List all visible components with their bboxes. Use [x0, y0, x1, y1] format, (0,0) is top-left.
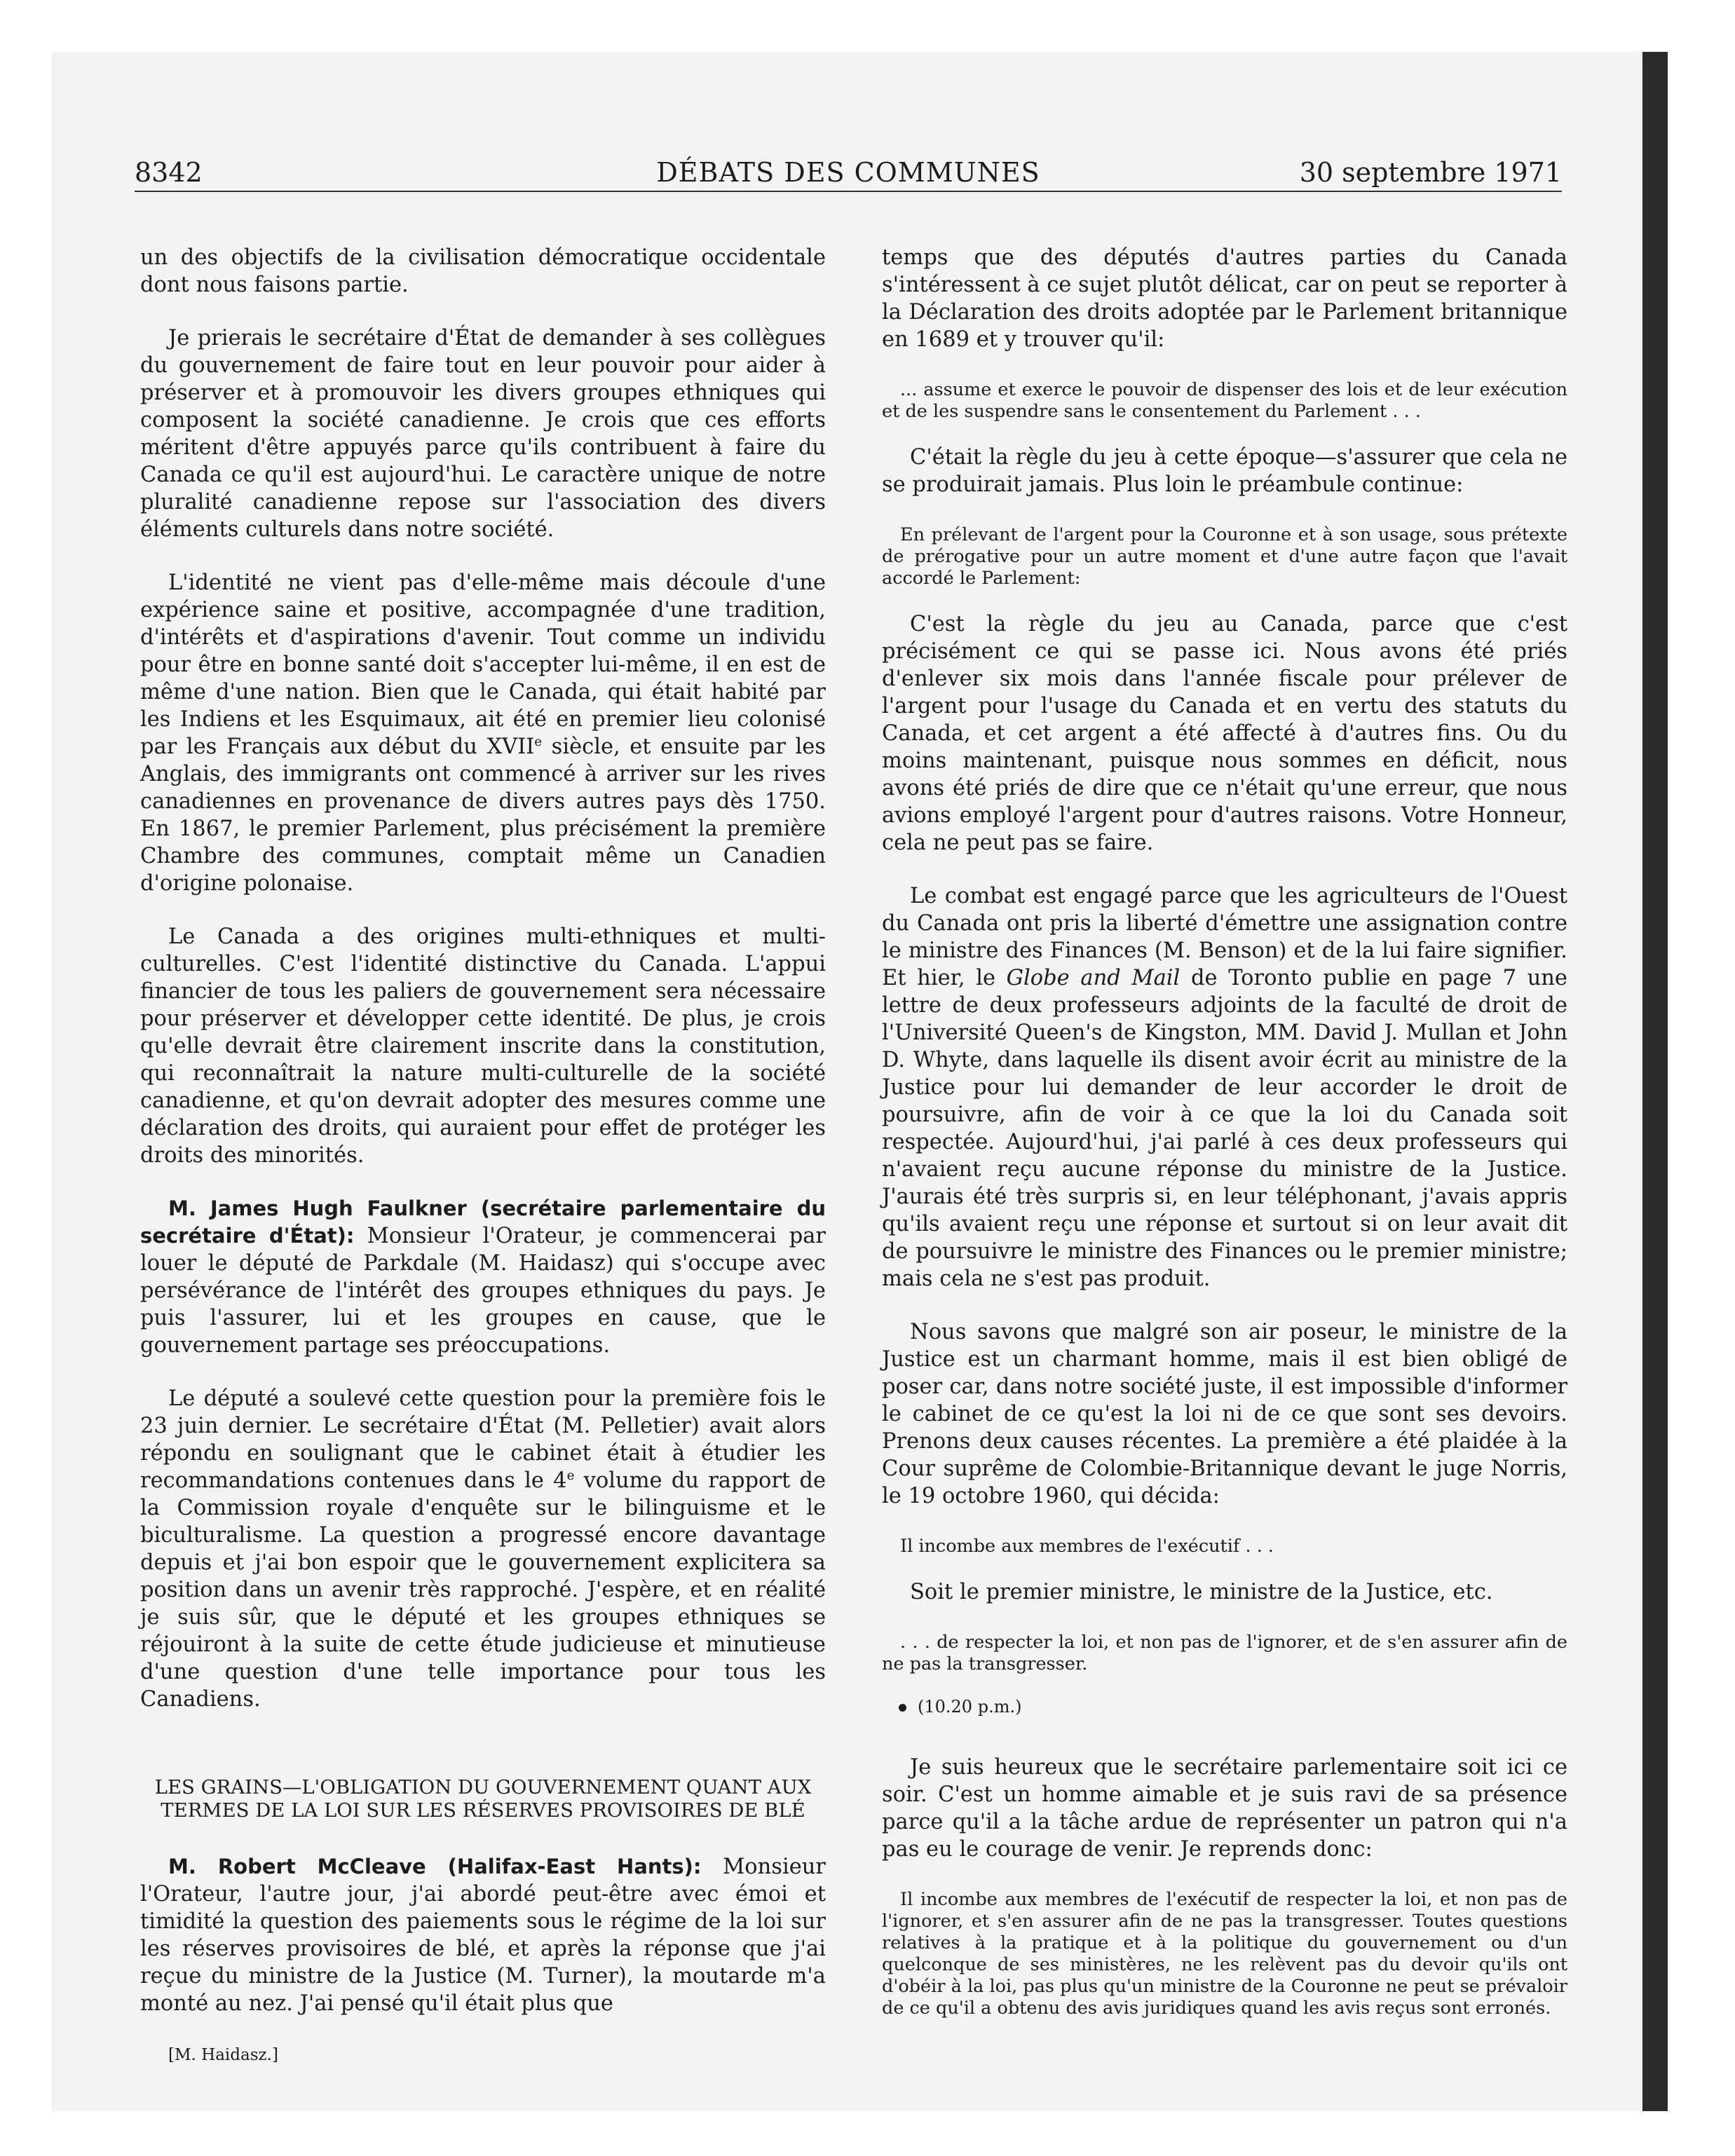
paragraph: C'est la règle du jeu au Canada, parce que c'est précisément ce qui se passe ici. Nous avons été priés d'enlever six mois dans l'année fiscale pour prélever de l'argent pour l'usage du Canada et en vertu des statuts du Canada, et cet argent a été affecté à d'autres fins. Ou du moins maintenant, puisque nous sommes en déficit, nous avons été priés de dire que ce n'était qu'une erreur, que nous avions employé l'argent pour d'autres raisons. Votre Honneur, cela ne peut pas se faire.	[882, 612, 1567, 855]
publication-title: DÉBATS DES COMMUNES	[656, 157, 1040, 188]
paragraph-text: Le député a soulevé cette question pour la première fois le 23 juin dernier. Le secrétaire d'État (M. Pelletier) avait alors répondu en soulignant que le cabinet était à étudier les recommandations contenues dans le 4	[140, 1386, 826, 1493]
block-quote: Il incombe aux membres de l'exécutif de respecter la loi, et non pas de l'ignorer, et s'en assurer afin de ne pas la transgresser. Toutes questions relatives à la pratique et à la politique du gouvernement ou d'un quelconque de ses ministères, ne les relèvent pas du devoir qu'ils ont d'obéir à la loi, pas plus qu'un ministre de la Couronne ne peut se prévaloir de ce qu'il a obtenu des avis juridiques quand les avis reçus sont erronés.	[882, 1889, 1567, 2019]
paragraph	[140, 569, 826, 897]
publication-date: 30 septembre 1971	[1299, 157, 1562, 188]
paragraph: un des objectifs de la civilisation démocratique occidentale dont nous faisons partie.	[140, 245, 826, 297]
paragraph-text: Le combat est engagé parce que les agriculteurs de l'Ouest du Canada ont pris la liberté d'émettre une assignation contre le ministre des Finances (M. Benson) et de la lui faire signifier. Et hier, le	[882, 884, 1567, 990]
block-quote: En prélevant de l'argent pour la Couronne et à son usage, sous prétexte de prérogative pour un autre moment et d'une autre façon que l'avait accordé le Parlement:	[882, 524, 1567, 589]
paragraph: Je prierais le secrétaire d'État de demander à ses collègues du gouvernement de faire tout en leur pouvoir pour aider à préserver et à promouvoir les divers groupes ethniques qui composent la société canadienne. Je crois que ces efforts méritent d'être appuyés parce qu'ils contribuent à faire du Canada ce qu'il est aujourd'hui. Le caractère unique de notre pluralité canadienne repose sur l'association des divers éléments culturels dans notre société.	[140, 326, 826, 542]
left-column	[140, 244, 826, 2065]
newspaper-title: Globe and Mail	[1006, 966, 1181, 990]
time-marker-text: (10.20 p.m.)	[918, 1697, 1022, 1717]
bullet-icon	[899, 1704, 906, 1712]
time-marker	[899, 1696, 1567, 1717]
page-header	[135, 154, 1562, 192]
paragraph-text: volume du rapport de la Commission royale d'enquête sur le bilinguisme et le biculturalisme. La question a progressé encore davantage depuis et j'ai bon espoir que le gouvernement explicitera sa position dans un avenir très rapproché. J'espère, et en réalité je suis sûr, que le député et les groupes ethniques se réjouiront à la suite de cette étude judicieuse et minutieuse d'une question d'une telle importance pour tous les Canadiens.	[140, 1468, 826, 1712]
speech-text: Monsieur l'Orateur, je commencerai par louer le député de Parkdale (M. Haidasz) qui s'occupe avec persévérance de l'intérêt des groupes ethniques du pays. Je puis l'assurer, lui et les groupes en cause, que le gouvernement partage ses préoccupations.	[140, 1224, 826, 1358]
paragraph: C'était la règle du jeu à cette époque—s'assurer que cela ne se produirait jamais. Plus loin le préambule continue:	[882, 445, 1567, 497]
block-quote: ... assume et exerce le pouvoir de dispenser des lois et de leur exécution et de les suspendre sans le consentement du Parlement . . .	[882, 379, 1567, 422]
book-spine-edge	[1642, 52, 1668, 2111]
speech-paragraph	[140, 1195, 826, 1359]
paragraph: temps que des députés d'autres parties du Canada s'intéressent à ce sujet plutôt délicat, car on peut se reporter à la Déclaration des droits adoptée par le Parlement britannique en 1689 et y trouver qu'il:	[882, 245, 1567, 352]
block-quote: . . . de respecter la loi, et non pas de l'ignorer, et de s'en assurer afin de ne pas la transgresser.	[882, 1632, 1567, 1674]
paragraph: Le Canada a des origines multi-ethniques et multi-culturelles. C'est l'identité distinctive du Canada. L'appui financier de tous les paliers de gouvernement sera nécessaire pour préserver et développer cette identité. De plus, je crois qu'elle devrait être clairement inscrite dans la constitution, qui reconnaîtrait la nature multi-culturelle de la société canadienne, et qu'on devrait adopter des mesures comme une déclaration des droits, qui auraient pour effet de protéger les droits des minorités.	[140, 925, 826, 1168]
superscript: e	[534, 734, 543, 749]
paragraph-text: siècle, et ensuite par les Anglais, des immigrants ont commencé à arriver sur les rives canadiennes en provenance de divers autres pays dès 1750. En 1867, le premier Parlement, plus précisément la première Chambre des communes, comptait même un Canadien d'origine polonaise.	[140, 735, 826, 896]
speaker-name: M. Robert McCleave (Halifax-East Hants):	[168, 1855, 702, 1878]
page-number: 8342	[135, 157, 203, 188]
speaker-name: M. James Hugh Faulkner (secrétaire parlementaire du secrétaire d'État):	[140, 1196, 826, 1248]
speech-paragraph	[140, 1853, 826, 2017]
paragraph: Nous savons que malgré son air poseur, le ministre de la Justice est un charmant homme, mais il est bien obligé de poser car, dans notre société juste, il est impossible d'informer le cabinet de ce qu'est la loi ni de ce que sont ses devoirs. Prenons deux causes récentes. La première a été plaidée à la Cour suprême de Colombie-Britannique devant le juge Norris, le 19 octobre 1960, qui décida:	[882, 1320, 1567, 1508]
block-quote: Il incombe aux membres de l'exécutif . . .	[900, 1536, 1274, 1557]
right-column	[882, 244, 1567, 2040]
paragraph-text: L'identité ne vient pas d'elle-même mais découle d'une expérience saine et positive, accompagnée d'une tradition, d'intérêts et d'aspirations d'avenir. Tout comme un individu pour être en bonne santé doit s'accepter lui-même, il en est de même d'une nation. Bien que le Canada, qui était habité par les Indiens et les Esquimaux, ait été en premier lieu colonisé par les Français aux début du XVII	[140, 571, 826, 759]
paragraph	[140, 1385, 826, 1713]
paragraph-text: de Toronto publie en page 7 une lettre de deux professeurs adjoints de la faculté de droit de l'Université Queen's de Kingston, MM. David J. Mullan et John D. Whyte, dans laquelle ils disent avoir écrit au ministre de la Justice pour lui demander de leur accorder le droit de poursuivre, afin de voir à ce que la loi du Canada soit respectée. Aujourd'hui, j'ai parlé à ces deux professeurs qui n'avaient reçu aucune réponse du ministre de la Justice. J'aurais été très surpris si, en leur téléphonant, j'avais appris qu'ils avaient reçu une réponse et surtout si on leur avait dit de poursuivre le ministre des Finances ou le premier ministre; mais cela ne s'est pas produit.	[882, 966, 1567, 1291]
paragraph: Soit le premier ministre, le ministre de la Justice, etc.	[910, 1580, 1493, 1604]
superscript: e	[566, 1468, 575, 1483]
paragraph	[882, 882, 1567, 1292]
paragraph: Je suis heureux que le secrétaire parlementaire soit ici ce soir. C'est un homme aimable et je suis ravi de sa présence parce qu'il a la tâche ardue de représenter un patron qui n'a pas eu le courage de venir. Je reprends donc:	[882, 1755, 1567, 1862]
speech-text: Monsieur l'Orateur, l'autre jour, j'ai abordé peut-être avec émoi et timidité la question des paiements sous le régime de la loi sur les réserves provisoires de blé, et après la réponse que j'ai reçue du ministre de la Justice (M. Turner), la moutarde m'a monté au nez. J'ai pensé qu'il était plus que	[140, 1855, 826, 2016]
speaker-footnote: [M. Haidasz.]	[168, 2046, 278, 2064]
section-heading: LES GRAINS—L'OBLIGATION DU GOUVERNEMENT QUANT AUX TERMES DE LA LOI SUR LES RÉSERVES PROVISOIRES DE BLÉ	[154, 1776, 812, 1822]
